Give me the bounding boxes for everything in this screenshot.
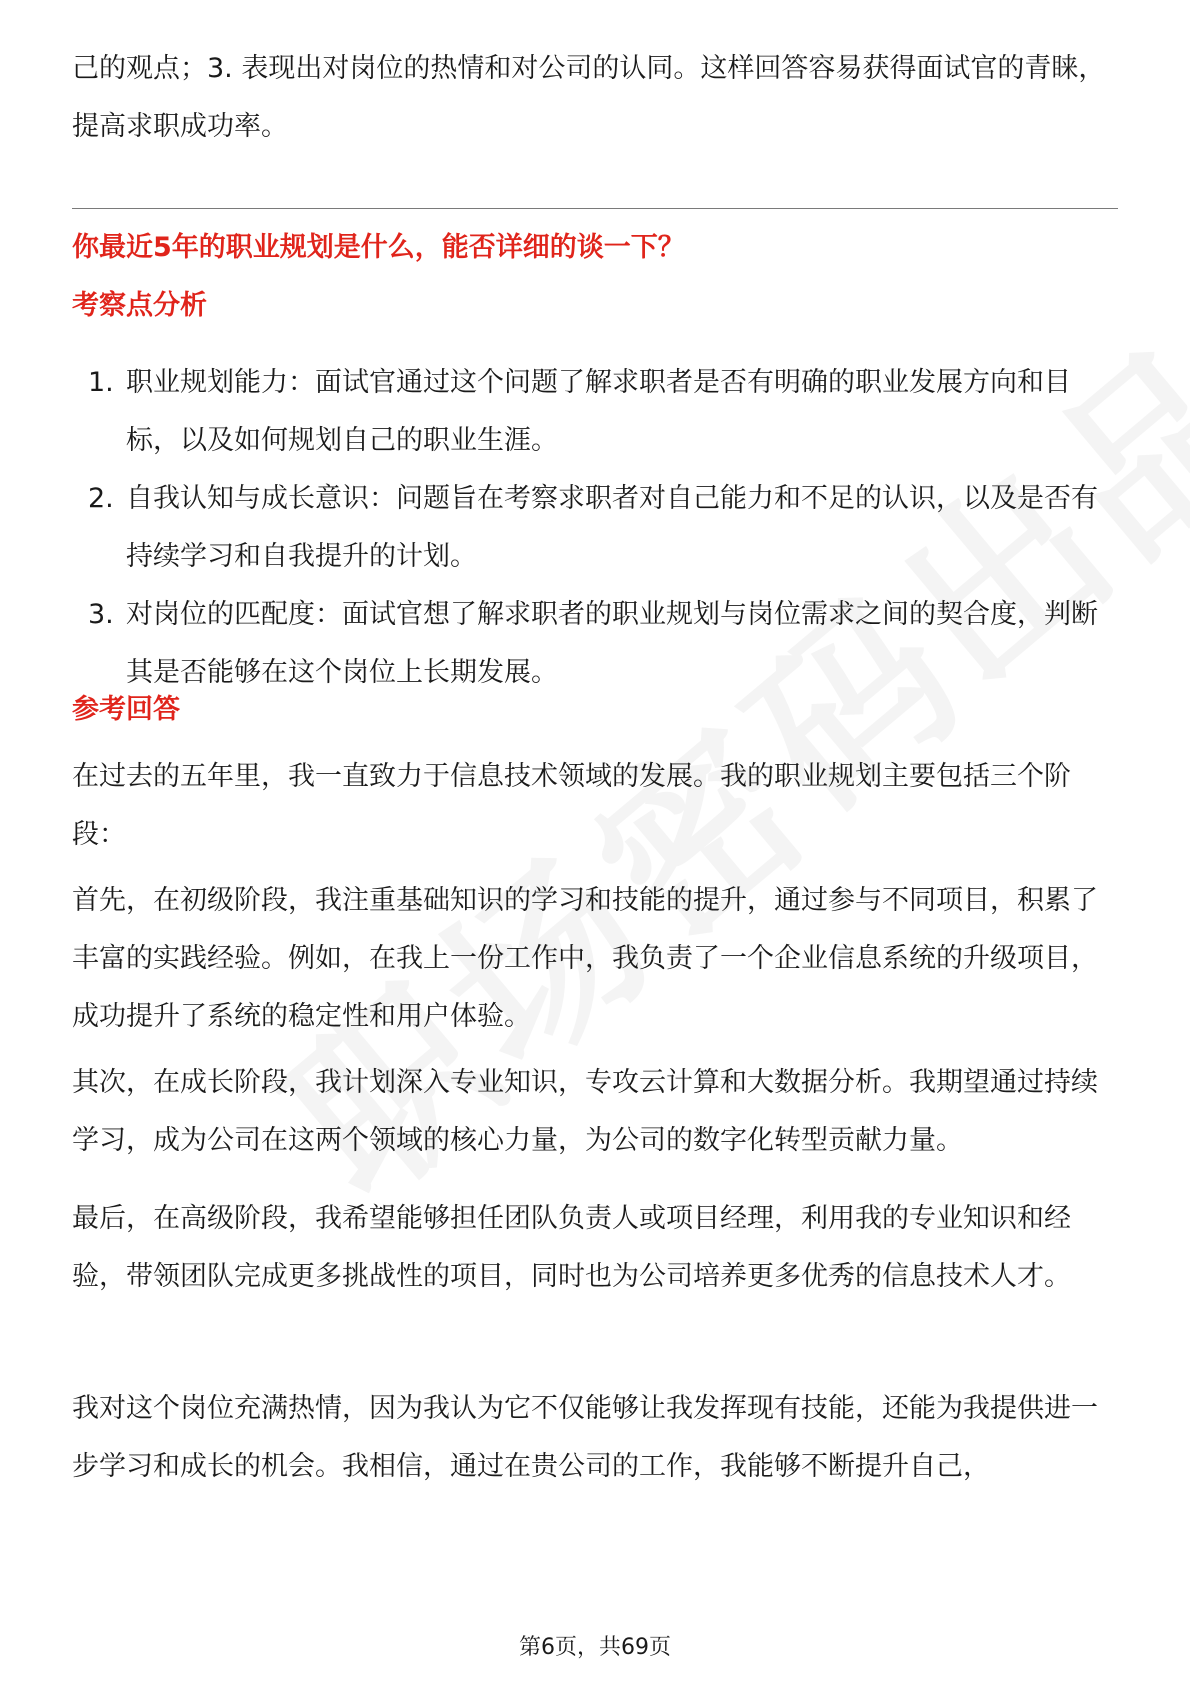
list-item-text: 对岗位的匹配度：面试官想了解求职者的职业规划与岗位需求之间的契合度，判断其是否能够在这个岗位上长期发展。 [126,599,1098,688]
answer-paragraph: 首先，在初级阶段，我注重基础知识的学习和技能的提升，通过参与不同项目，积累了丰富的实践经验。例如，在我上一份工作中，我负责了一个企业信息系统的升级项目，成功提升了系统的稳定性和用户体验。 [72,885,1098,1032]
answer-paragraph: 在过去的五年里，我一直致力于信息技术领域的发展。我的职业规划主要包括三个阶段： [72,761,1071,850]
list-item-number: 3. [88,599,114,630]
intro-paragraph: 己的观点；3. 表现出对岗位的热情和对公司的认同。这样回答容易获得面试官的青睐，提高求职成功率。 [72,53,1106,142]
list-item [72,354,1118,470]
page-footer: 第6页，共69页 [519,1635,671,1660]
answer-paragraph: 最后，在高级阶段，我希望能够担任团队负责人或项目经理，利用我的专业知识和经验，带领团队完成更多挑战性的项目，同时也为公司培养更多优秀的信息技术人才。 [72,1203,1071,1292]
answer-heading: 参考回答 [72,694,180,725]
section-divider [72,208,1118,209]
answer-paragraph: 其次，在成长阶段，我计划深入专业知识，专攻云计算和大数据分析。我期望通过持续学习，成为公司在这两个领域的核心力量，为公司的数字化转型贡献力量。 [72,1067,1098,1156]
list-item [72,586,1118,702]
question-title: 你最近5年的职业规划是什么，能否详细的谈一下？ [72,232,685,263]
list-item [72,470,1118,586]
answer-paragraph: 我对这个岗位充满热情，因为我认为它不仅能够让我发挥现有技能，还能为我提供进一步学习和成长的机会。我相信，通过在贵公司的工作，我能够不断提升自己， [72,1393,1098,1482]
list-item-text: 职业规划能力：面试官通过这个问题了解求职者是否有明确的职业发展方向和目标，以及如何规划自己的职业生涯。 [126,367,1071,456]
list-item-text: 自我认知与成长意识：问题旨在考察求职者对自己能力和不足的认识，以及是否有持续学习和自我提升的计划。 [126,483,1098,572]
list-item-number: 1. [88,367,114,398]
analysis-heading: 考察点分析 [72,290,207,321]
analysis-list [72,354,1118,702]
list-item-number: 2. [88,483,114,514]
